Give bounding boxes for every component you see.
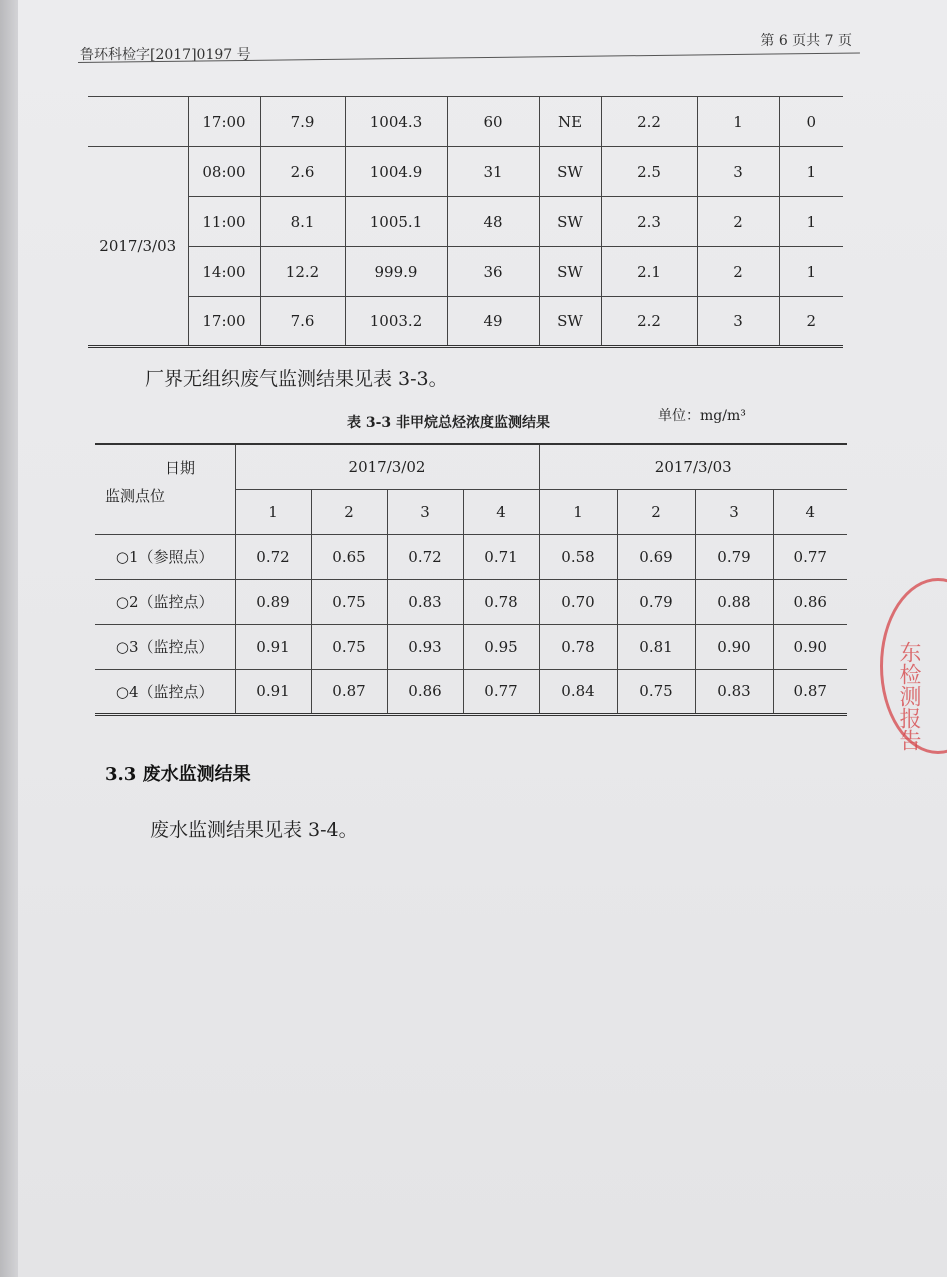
- header-corner-cell: [95, 444, 235, 534]
- column-header: 1: [539, 489, 617, 534]
- value-cell: 0.58: [539, 534, 617, 579]
- value-cell: 0.77: [773, 534, 847, 579]
- value-cell: 3: [697, 147, 779, 197]
- wind-dir-cell: NE: [539, 97, 601, 147]
- value-cell: 0.79: [695, 534, 773, 579]
- value-cell: 0.81: [617, 624, 695, 669]
- wind-speed-cell: 2.2: [601, 297, 697, 347]
- binding-edge: [0, 0, 18, 1277]
- value-cell: 0.75: [311, 624, 387, 669]
- temp-cell: 8.1: [260, 197, 345, 247]
- value-cell: 0: [779, 97, 843, 147]
- value-cell: 0.90: [773, 624, 847, 669]
- time-cell: 17:00: [188, 97, 260, 147]
- value-cell: 2: [779, 297, 843, 347]
- date-header: 2017/3/02: [235, 444, 539, 489]
- pressure-cell: 1004.9: [345, 147, 447, 197]
- time-cell: 14:00: [188, 247, 260, 297]
- value-cell: 0.72: [387, 534, 463, 579]
- value-cell: 0.65: [311, 534, 387, 579]
- humidity-cell: 36: [447, 247, 539, 297]
- value-cell: 0.70: [539, 579, 617, 624]
- table-row: [88, 297, 843, 347]
- table-row: [95, 534, 847, 579]
- table-caption: 表 3-3 非甲烷总烃浓度监测结果: [347, 415, 551, 431]
- value-cell: 0.72: [235, 534, 311, 579]
- nmhc-table: [95, 443, 847, 716]
- weather-table: [88, 96, 843, 348]
- wind-dir-cell: SW: [539, 297, 601, 347]
- point-cell: ○3（监控点）: [95, 624, 235, 669]
- value-cell: 0.83: [695, 669, 773, 714]
- value-cell: 0.88: [695, 579, 773, 624]
- temp-cell: 12.2: [260, 247, 345, 297]
- value-cell: 0.91: [235, 624, 311, 669]
- value-cell: 0.69: [617, 534, 695, 579]
- column-header: 1: [235, 489, 311, 534]
- pressure-cell: 999.9: [345, 247, 447, 297]
- value-cell: 1: [779, 147, 843, 197]
- value-cell: 0.77: [463, 669, 539, 714]
- value-cell: 3: [697, 297, 779, 347]
- table-row: [95, 579, 847, 624]
- pressure-cell: 1004.3: [345, 97, 447, 147]
- value-cell: 0.93: [387, 624, 463, 669]
- temp-cell: 2.6: [260, 147, 345, 197]
- value-cell: 0.91: [235, 669, 311, 714]
- column-header: 3: [695, 489, 773, 534]
- value-cell: 0.86: [773, 579, 847, 624]
- value-cell: 0.78: [463, 579, 539, 624]
- value-cell: 0.95: [463, 624, 539, 669]
- paragraph-wastewater: 废水监测结果见表 3-4。: [150, 819, 358, 841]
- seal-text: 东检测报告: [896, 641, 921, 751]
- temp-cell: 7.6: [260, 297, 345, 347]
- value-cell: 2: [697, 247, 779, 297]
- table-row: [95, 624, 847, 669]
- paragraph-table-ref: 厂界无组织废气监测结果见表 3-3。: [145, 368, 448, 390]
- wind-dir-cell: SW: [539, 147, 601, 197]
- point-cell: ○4（监控点）: [95, 669, 235, 714]
- value-cell: 1: [779, 197, 843, 247]
- value-cell: 2: [697, 197, 779, 247]
- value-cell: 1: [697, 97, 779, 147]
- table-row: [88, 147, 843, 197]
- report-number: 鲁环科检字[2017]0197 号: [80, 47, 251, 63]
- value-cell: 0.87: [773, 669, 847, 714]
- value-cell: 0.79: [617, 579, 695, 624]
- value-cell: 0.71: [463, 534, 539, 579]
- column-header: 3: [387, 489, 463, 534]
- column-header: 4: [773, 489, 847, 534]
- column-header: 4: [463, 489, 539, 534]
- wind-dir-cell: SW: [539, 197, 601, 247]
- date-cell: 2017/3/03: [88, 147, 188, 347]
- humidity-cell: 60: [447, 97, 539, 147]
- table-row: [95, 669, 847, 714]
- wind-speed-cell: 2.1: [601, 247, 697, 297]
- value-cell: 0.89: [235, 579, 311, 624]
- temp-cell: 7.9: [260, 97, 345, 147]
- time-cell: 08:00: [188, 147, 260, 197]
- value-cell: 1: [779, 247, 843, 297]
- value-cell: 0.86: [387, 669, 463, 714]
- value-cell: 0.78: [539, 624, 617, 669]
- value-cell: 0.90: [695, 624, 773, 669]
- value-cell: 0.87: [311, 669, 387, 714]
- table-unit: 单位：mg/m³: [658, 408, 746, 424]
- table-header-row: [95, 444, 847, 489]
- humidity-cell: 49: [447, 297, 539, 347]
- corner-date-label: 日期: [165, 459, 196, 477]
- date-header: 2017/3/03: [539, 444, 847, 489]
- column-header: 2: [311, 489, 387, 534]
- table-row: [88, 197, 843, 247]
- page-number: 第 6 页共 7 页: [760, 33, 852, 49]
- humidity-cell: 48: [447, 197, 539, 247]
- wind-speed-cell: 2.5: [601, 147, 697, 197]
- time-cell: 17:00: [188, 297, 260, 347]
- point-cell: ○1（参照点）: [95, 534, 235, 579]
- wind-speed-cell: 2.3: [601, 197, 697, 247]
- date-cell-empty: [88, 97, 188, 147]
- table-row: [88, 247, 843, 297]
- wind-speed-cell: 2.2: [601, 97, 697, 147]
- point-cell: ○2（监控点）: [95, 579, 235, 624]
- corner-point-label: 监测点位: [105, 487, 166, 505]
- table-row: [88, 97, 843, 147]
- pressure-cell: 1005.1: [345, 197, 447, 247]
- time-cell: 11:00: [188, 197, 260, 247]
- column-header: 2: [617, 489, 695, 534]
- pressure-cell: 1003.2: [345, 297, 447, 347]
- value-cell: 0.84: [539, 669, 617, 714]
- value-cell: 0.75: [617, 669, 695, 714]
- wind-dir-cell: SW: [539, 247, 601, 297]
- value-cell: 0.75: [311, 579, 387, 624]
- value-cell: 0.83: [387, 579, 463, 624]
- section-heading: 3.3 废水监测结果: [105, 764, 251, 785]
- humidity-cell: 31: [447, 147, 539, 197]
